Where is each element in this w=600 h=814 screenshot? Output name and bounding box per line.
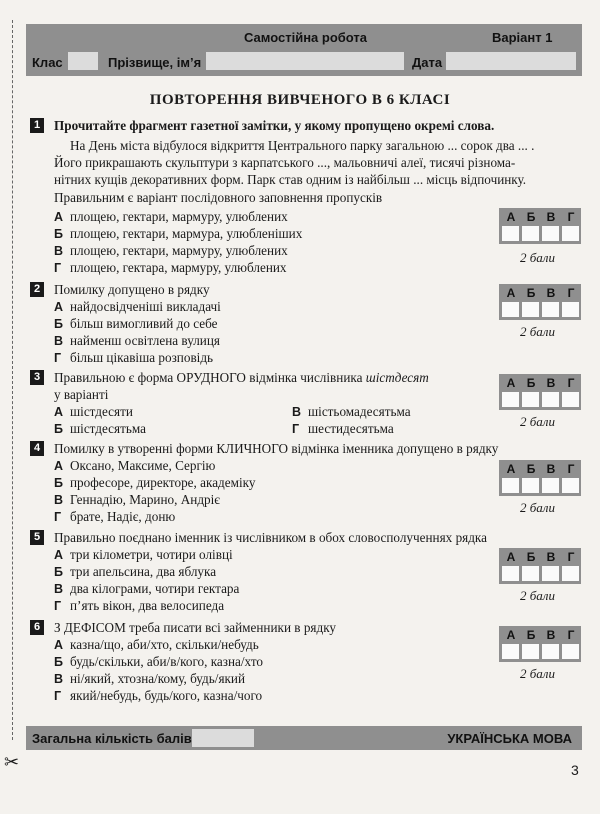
- section-heading: ПОВТОРЕННЯ ВИВЧЕНОГО В 6 КЛАСІ: [149, 92, 451, 108]
- answer-grid-4: А Б В Г: [499, 460, 581, 496]
- answer-cell[interactable]: [522, 226, 539, 241]
- question-text-cont: у варіанті: [54, 387, 109, 402]
- total-score-label: Загальна кількість балів: [32, 731, 192, 746]
- answer-grid-2: А Б В Г: [499, 284, 581, 320]
- header-bar: [26, 24, 582, 76]
- scissors-icon: ✂: [4, 752, 20, 772]
- answer-cell[interactable]: [562, 644, 579, 659]
- answer-cell[interactable]: [502, 226, 519, 241]
- points-label: 2 бали: [520, 500, 555, 515]
- option-b[interactable]: Б площею, гектари, мармура, улюбленіших: [54, 226, 303, 241]
- option-d[interactable]: Г шестидесятьма: [292, 421, 394, 436]
- answer-cell[interactable]: [502, 566, 519, 581]
- page-number: 3: [571, 762, 579, 778]
- option-d[interactable]: Г брате, Надіє, доню: [54, 509, 176, 524]
- answer-grid-6: А Б В Г: [499, 626, 581, 662]
- date-field[interactable]: [446, 52, 576, 70]
- question-number: 3: [30, 370, 44, 385]
- date-label: Дата: [412, 55, 443, 70]
- answer-cell[interactable]: [562, 478, 579, 493]
- answer-cell[interactable]: [502, 644, 519, 659]
- subject-label: УКРАЇНСЬКА МОВА: [447, 731, 572, 746]
- answer-cell[interactable]: [562, 392, 579, 407]
- option-c[interactable]: В площею, гектари, мармуру, улюблених: [54, 243, 288, 258]
- answer-cell[interactable]: [542, 644, 559, 659]
- question-number: 5: [30, 530, 44, 545]
- option-a[interactable]: А найдосвідченіші викладачі: [54, 299, 221, 314]
- question-text: Правильно поєднано іменник із числівником в обох словосполученнях рядка: [54, 530, 487, 545]
- option-c[interactable]: В Геннадію, Марино, Андріє: [54, 492, 220, 507]
- option-c[interactable]: В шістьомадесятьма: [292, 404, 411, 419]
- option-a[interactable]: А казна/що, аби/хто, скільки/небудь: [54, 637, 259, 652]
- option-c[interactable]: В ні/який, хтозна/кому, будь/який: [54, 671, 246, 686]
- option-a[interactable]: А шістдесяти: [54, 404, 133, 419]
- answer-cell[interactable]: [502, 302, 519, 317]
- question-number: 2: [30, 282, 44, 297]
- option-b[interactable]: Б будь/скільки, аби/в/кого, казна/хто: [54, 654, 263, 669]
- points-label: 2 бали: [520, 666, 555, 681]
- answer-cell[interactable]: [562, 302, 579, 317]
- answer-cell[interactable]: [522, 566, 539, 581]
- answer-grid-3: А Б В Г: [499, 374, 581, 410]
- answer-cell[interactable]: [542, 226, 559, 241]
- question-prompt: Правильним є варіант послідовного заповнення пропусків: [54, 190, 383, 205]
- option-a[interactable]: А Оксано, Максиме, Сергію: [54, 458, 216, 473]
- name-label: Прізвище, ім’я: [108, 55, 202, 70]
- option-c[interactable]: В найменш освітлена вулиця: [54, 333, 220, 348]
- answer-cell[interactable]: [522, 644, 539, 659]
- question-text: Правильною є форма ОРУДНОГО відмінка числівника шістдесят: [54, 370, 429, 385]
- question-number: 6: [30, 620, 44, 635]
- question-text: Прочитайте фрагмент газетної замітки, у якому пропущено окремі слова.: [54, 118, 495, 133]
- option-b[interactable]: Б три апельсина, два яблука: [54, 564, 217, 579]
- option-b[interactable]: Б професоре, директоре, академіку: [54, 475, 256, 490]
- answer-cell[interactable]: [562, 566, 579, 581]
- points-label: 2 бали: [520, 414, 555, 429]
- answer-cell[interactable]: [542, 478, 559, 493]
- answer-cell[interactable]: [562, 226, 579, 241]
- name-field[interactable]: [206, 52, 404, 70]
- footer-bar: [26, 726, 582, 750]
- class-field[interactable]: [68, 52, 98, 70]
- answer-cell[interactable]: [522, 302, 539, 317]
- total-score-field[interactable]: [192, 729, 254, 747]
- option-b[interactable]: Б шістдесятьма: [54, 421, 146, 436]
- answer-cell[interactable]: [502, 478, 519, 493]
- option-d[interactable]: Г який/небудь, будь/кого, казна/чого: [54, 688, 263, 703]
- answer-cell[interactable]: [542, 392, 559, 407]
- question-text: Помилку допущено в рядку: [54, 282, 210, 297]
- option-d[interactable]: Г площею, гектара, мармуру, улюблених: [54, 260, 287, 275]
- answer-cell[interactable]: [522, 392, 539, 407]
- question-text: З ДЕФІСОМ треба писати всі займенники в рядку: [54, 620, 337, 635]
- points-label: 2 бали: [520, 588, 555, 603]
- option-d[interactable]: Г п’ять вікон, два велосипеда: [54, 598, 225, 613]
- answer-cell[interactable]: [522, 478, 539, 493]
- answer-grid-1: А Б В Г: [499, 208, 581, 244]
- cut-line: [12, 20, 13, 740]
- passage-line: нітних кущів декоративних форм. Парк став одним із найбільш ... місць відпочинку.: [54, 172, 527, 187]
- work-title: Самостійна робота: [244, 30, 368, 45]
- question-text: Помилку в утворенні форми КЛИЧНОГО відмінка іменника допущено в рядку: [54, 441, 499, 456]
- class-label: Клас: [32, 55, 63, 70]
- question-number: 1: [30, 118, 44, 133]
- answer-cell[interactable]: [502, 392, 519, 407]
- question-1: [30, 118, 590, 278]
- answer-grid-5: А Б В Г: [499, 548, 581, 584]
- option-c[interactable]: В два кілограми, чотири гектара: [54, 581, 240, 596]
- passage-line: На День міста відбулося відкриття Центрального парку загальною ... сорок два ... .: [70, 138, 535, 153]
- points-label: 2 бали: [520, 250, 555, 265]
- option-a[interactable]: А три кілометри, чотири олівці: [54, 547, 233, 562]
- passage-line: Його прикрашають скульптури з карпатського ..., мальовничі алеї, тисячі різнома-: [54, 155, 516, 170]
- points-label: 2 бали: [520, 324, 555, 339]
- option-d[interactable]: Г більш цікавіша розповідь: [54, 350, 214, 365]
- option-b[interactable]: Б більш вимогливий до себе: [54, 316, 218, 331]
- answer-cell[interactable]: [542, 302, 559, 317]
- variant-label: Варіант 1: [492, 30, 553, 45]
- question-number: 4: [30, 441, 44, 456]
- option-a[interactable]: А площею, гектари, мармуру, улюблених: [54, 209, 288, 224]
- answer-cell[interactable]: [542, 566, 559, 581]
